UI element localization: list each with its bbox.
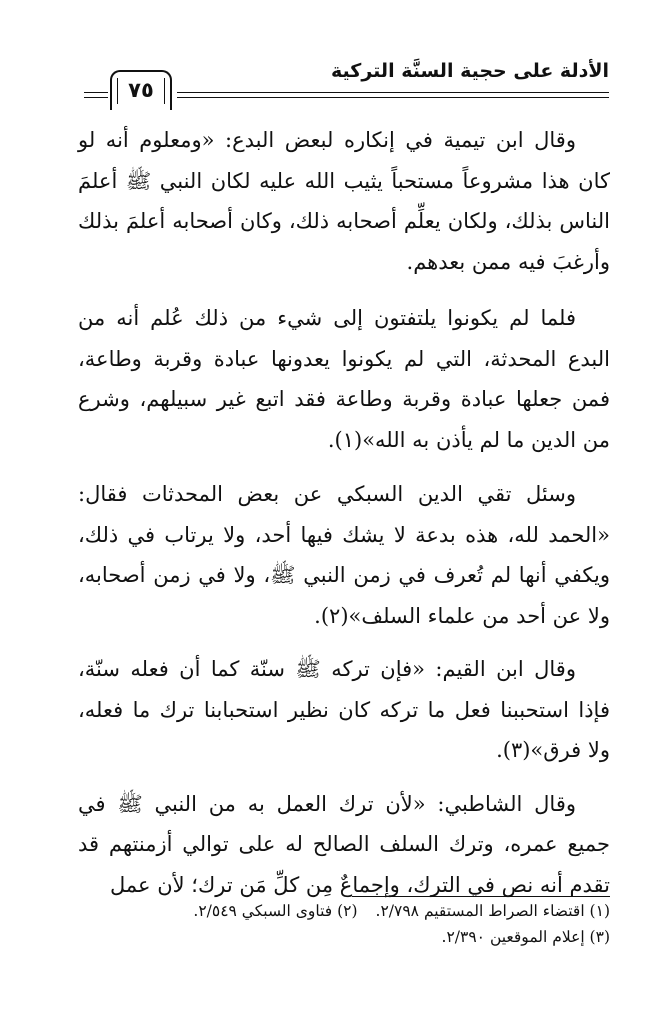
footnote-separator <box>352 896 610 897</box>
footnote-line-1 <box>78 898 610 924</box>
paragraph-ibn-qayyim: وقال ابن القيم: «فإن تركه ﷺ سنّة كما أن فعله سنّة، فإذا استحببنا فعل ما تركه كان نظير استحبابنا ترك ما فعله، ولا فرق»(٣). <box>78 657 610 762</box>
paragraph-shatibi: وقال الشاطبي: «لأن ترك العمل به من النبي ﷺ في جميع عمره، وترك السلف الصالح له على توالي أزمنتهم قد تقدم أنه نص في الترك، وإجماعٌ مِن كلِّ مَن ترك؛ لأن عمل <box>78 791 610 897</box>
paragraph-ibn-taymiyya-2: فلما لم يكونوا يلتفتون إلى شيء من ذلك عُلم أنه من البدع المحدثة، التي لم يكونوا يعدونها عبادة وقربة وطاعة، فمن جعلها عبادة وقربة وطاعة فقد اتبع غير سبيلهم، وشرع من الدين ما لم يأذن به الله»(١). <box>78 306 610 452</box>
footnote-line-2 <box>78 924 610 950</box>
header-rule-left-top <box>84 92 108 93</box>
header-rule-bottom <box>177 97 609 98</box>
header-rule-top <box>177 92 609 93</box>
footnotes <box>78 898 610 950</box>
footnote-3: (٣) إعلام الموقعين ٢/٣٩٠. <box>441 928 610 946</box>
page-number: ٧٥ <box>110 70 172 110</box>
paragraph-subki: وسئل تقي الدين السبكي عن بعض المحدثات فقال: «الحمد لله، هذه بدعة لا يشك فيها أحد، ولا يرتاب في ذلك، ويكفي أنها لم تُعرف في زمن النبي ﷺ، ولا في زمن أصحابه، ولا عن أحد من علماء السلف»(٢). <box>78 482 610 628</box>
footnote-2: (٢) فتاوى السبكي ٢/٥٤٩. <box>193 902 358 920</box>
running-title: الأدلة على حجية السنَّة التركية <box>331 60 609 82</box>
body-text <box>78 120 610 905</box>
footnote-1: (١) اقتضاء الصراط المستقيم ٢/٧٩٨. <box>375 902 610 920</box>
header-rule-left-bottom <box>84 97 108 98</box>
paragraph-ibn-taymiyya-1: وقال ابن تيمية في إنكاره لبعض البدع: «ومعلوم أنه لو كان هذا مشروعاً مستحباً يثيب الله عليه لكان النبي ﷺ أعلمَ الناس بذلك، ولكان يعلِّم أصحابه ذلك، وكان أصحابه أعلمَ بذلك وأرغبَ فيه ممن بعدهم. <box>78 128 610 274</box>
page-header <box>84 56 609 106</box>
